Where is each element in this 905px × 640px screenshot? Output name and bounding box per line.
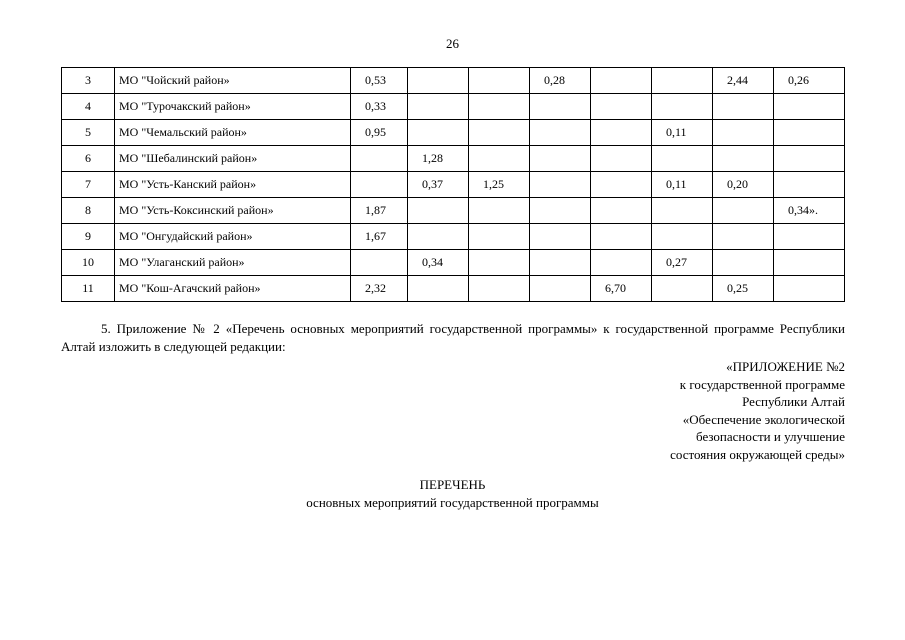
table-row	[62, 198, 845, 224]
value-cell: 2,44	[713, 68, 774, 94]
value-cell	[774, 94, 845, 120]
value-cell: 0,34	[408, 250, 469, 276]
heading-title: ПЕРЕЧЕНЬ	[419, 477, 486, 492]
value-cell: 0,28	[530, 68, 591, 94]
document-heading	[0, 476, 905, 512]
value-cell	[713, 198, 774, 224]
table-row	[62, 224, 845, 250]
value-cell	[591, 94, 652, 120]
value-cell: 0,25	[713, 276, 774, 302]
value-cell	[591, 250, 652, 276]
value-cell	[530, 94, 591, 120]
row-number: 9	[62, 224, 115, 250]
value-cell	[652, 198, 713, 224]
value-cell	[652, 224, 713, 250]
value-cell	[469, 146, 530, 172]
appendix-line: безопасности и улучшение	[696, 429, 845, 444]
value-cell	[713, 94, 774, 120]
value-cell	[591, 120, 652, 146]
value-cell: 0,11	[652, 172, 713, 198]
row-number: 4	[62, 94, 115, 120]
appendix-line: Республики Алтай	[742, 394, 845, 409]
row-number: 8	[62, 198, 115, 224]
appendix-line: «ПРИЛОЖЕНИЕ №2	[726, 359, 845, 374]
value-cell	[774, 276, 845, 302]
row-number: 3	[62, 68, 115, 94]
district-values-table	[61, 67, 845, 302]
value-cell	[530, 276, 591, 302]
appendix-line: к государственной программе	[679, 376, 845, 392]
value-cell	[591, 198, 652, 224]
value-cell	[351, 172, 408, 198]
value-cell	[774, 224, 845, 250]
value-cell: 1,25	[469, 172, 530, 198]
value-cell	[652, 276, 713, 302]
value-cell: 0,27	[652, 250, 713, 276]
value-cell	[530, 224, 591, 250]
value-cell: 0,11	[652, 120, 713, 146]
value-cell	[713, 146, 774, 172]
appendix-header	[670, 358, 845, 463]
page-number: 26	[446, 36, 459, 51]
value-cell	[591, 224, 652, 250]
value-cell	[469, 94, 530, 120]
district-name: МО "Улаганский район»	[115, 250, 351, 276]
district-name: МО "Чемальский район»	[115, 120, 351, 146]
row-number: 10	[62, 250, 115, 276]
value-cell	[530, 250, 591, 276]
value-cell	[408, 94, 469, 120]
value-cell	[469, 224, 530, 250]
value-cell	[351, 146, 408, 172]
value-cell	[408, 224, 469, 250]
row-number: 11	[62, 276, 115, 302]
value-cell	[469, 250, 530, 276]
value-cell	[469, 120, 530, 146]
value-cell	[591, 172, 652, 198]
value-cell: 2,32	[351, 276, 408, 302]
value-cell	[774, 146, 845, 172]
table-row	[62, 250, 845, 276]
value-cell: 0,53	[351, 68, 408, 94]
value-cell: 1,28	[408, 146, 469, 172]
value-cell	[530, 172, 591, 198]
district-name: МО "Онгудайский район»	[115, 224, 351, 250]
value-cell: 0,20	[713, 172, 774, 198]
value-cell	[652, 68, 713, 94]
value-cell	[408, 276, 469, 302]
value-cell	[408, 68, 469, 94]
table-row	[62, 276, 845, 302]
district-name: МО "Турочакский район»	[115, 94, 351, 120]
value-cell	[652, 146, 713, 172]
value-cell: 0,37	[408, 172, 469, 198]
value-cell: 6,70	[591, 276, 652, 302]
value-cell	[591, 146, 652, 172]
district-name: МО "Усть-Коксинский район»	[115, 198, 351, 224]
table-row	[62, 120, 845, 146]
table-row	[62, 172, 845, 198]
heading-subtitle: основных мероприятий государственной программы	[306, 495, 599, 510]
value-cell	[774, 120, 845, 146]
row-number: 7	[62, 172, 115, 198]
value-cell	[469, 68, 530, 94]
value-cell: 1,87	[351, 198, 408, 224]
value-cell	[713, 120, 774, 146]
value-cell	[713, 250, 774, 276]
table-body	[62, 68, 845, 302]
appendix-line: состояния окружающей среды»	[670, 446, 845, 462]
table-row	[62, 146, 845, 172]
district-name: МО "Шебалинский район»	[115, 146, 351, 172]
district-name: МО "Усть-Канский район»	[115, 172, 351, 198]
value-cell	[408, 120, 469, 146]
value-cell	[469, 198, 530, 224]
table-row	[62, 68, 845, 94]
value-cell	[408, 198, 469, 224]
value-cell: 1,67	[351, 224, 408, 250]
row-number: 6	[62, 146, 115, 172]
amendment-paragraph: 5. Приложение № 2 «Перечень основных мероприятий государственной программы» к государственной программе Республики Алтай изложить в следующей редакции:	[61, 321, 845, 354]
value-cell	[713, 224, 774, 250]
appendix-line: «Обеспечение экологической	[682, 411, 845, 427]
value-cell	[530, 198, 591, 224]
value-cell	[351, 250, 408, 276]
value-cell	[530, 146, 591, 172]
value-cell	[774, 172, 845, 198]
value-cell: 0,95	[351, 120, 408, 146]
value-cell: 0,26	[774, 68, 845, 94]
row-number: 5	[62, 120, 115, 146]
value-cell	[469, 276, 530, 302]
value-cell	[530, 120, 591, 146]
value-cell: 0,33	[351, 94, 408, 120]
district-name: МО "Чойский район»	[115, 68, 351, 94]
value-cell: 0,34».	[774, 198, 845, 224]
district-name: МО "Кош-Агачский район»	[115, 276, 351, 302]
table-row	[62, 94, 845, 120]
value-cell	[591, 68, 652, 94]
value-cell	[652, 94, 713, 120]
value-cell	[774, 250, 845, 276]
